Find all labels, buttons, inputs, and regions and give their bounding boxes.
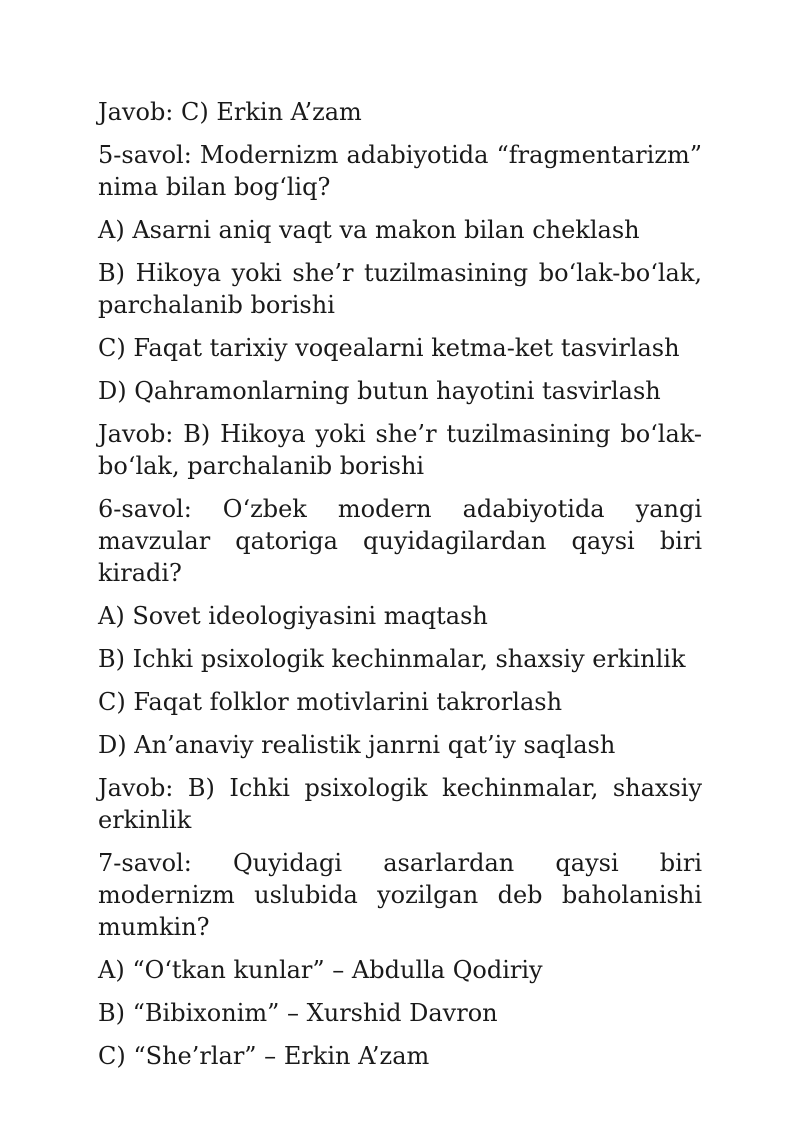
question-5: 5-savol: Modernizm adabiyotida “fragmentarizm” nima bilan bog‘liq? — [98, 141, 702, 201]
question-6-option-c: C) Faqat folklor motivlarini takrorlash — [98, 688, 563, 716]
question-7-option-c: C) “She’rlar” – Erkin A’zam — [98, 1042, 430, 1070]
question-6: 6-savol: O‘zbek modern adabiyotida yangi mavzular qatoriga quyidagilardan qaysi biri kiradi? — [98, 495, 702, 587]
question-6-option-a: A) Sovet ideologiyasini maqtash — [98, 602, 488, 630]
question-5-option-a: A) Asarni aniq vaqt va makon bilan cheklash — [98, 216, 640, 244]
answer-6: Javob: B) Ichki psixologik kechinmalar, shaxsiy erkinlik — [98, 774, 702, 834]
question-6-option-d: D) An’anaviy realistik janrni qat’iy saqlash — [98, 731, 616, 759]
question-6-option-b: B) Ichki psixologik kechinmalar, shaxsiy erkinlik — [98, 645, 686, 673]
answer-4: Javob: C) Erkin A’zam — [98, 98, 362, 126]
question-7: 7-savol: Quyidagi asarlardan qaysi biri modernizm uslubida yozilgan deb baholanishi mumkin? — [98, 849, 702, 941]
question-7-option-a: A) “O‘tkan kunlar” – Abdulla Qodiriy — [98, 956, 543, 984]
question-5-option-c: C) Faqat tarixiy voqealarni ketma-ket tasvirlash — [98, 334, 680, 362]
question-5-option-d: D) Qahramonlarning butun hayotini tasvirlash — [98, 377, 661, 405]
document-page — [98, 96, 702, 1083]
answer-5: Javob: B) Hikoya yoki she’r tuzilmasining bo‘lak-bo‘lak, parchalanib borishi — [98, 420, 702, 480]
question-5-option-b: B) Hikoya yoki she’r tuzilmasining bo‘lak-bo‘lak, parchalanib borishi — [98, 259, 702, 319]
question-7-option-b: B) “Bibixonim” – Xurshid Davron — [98, 999, 498, 1027]
